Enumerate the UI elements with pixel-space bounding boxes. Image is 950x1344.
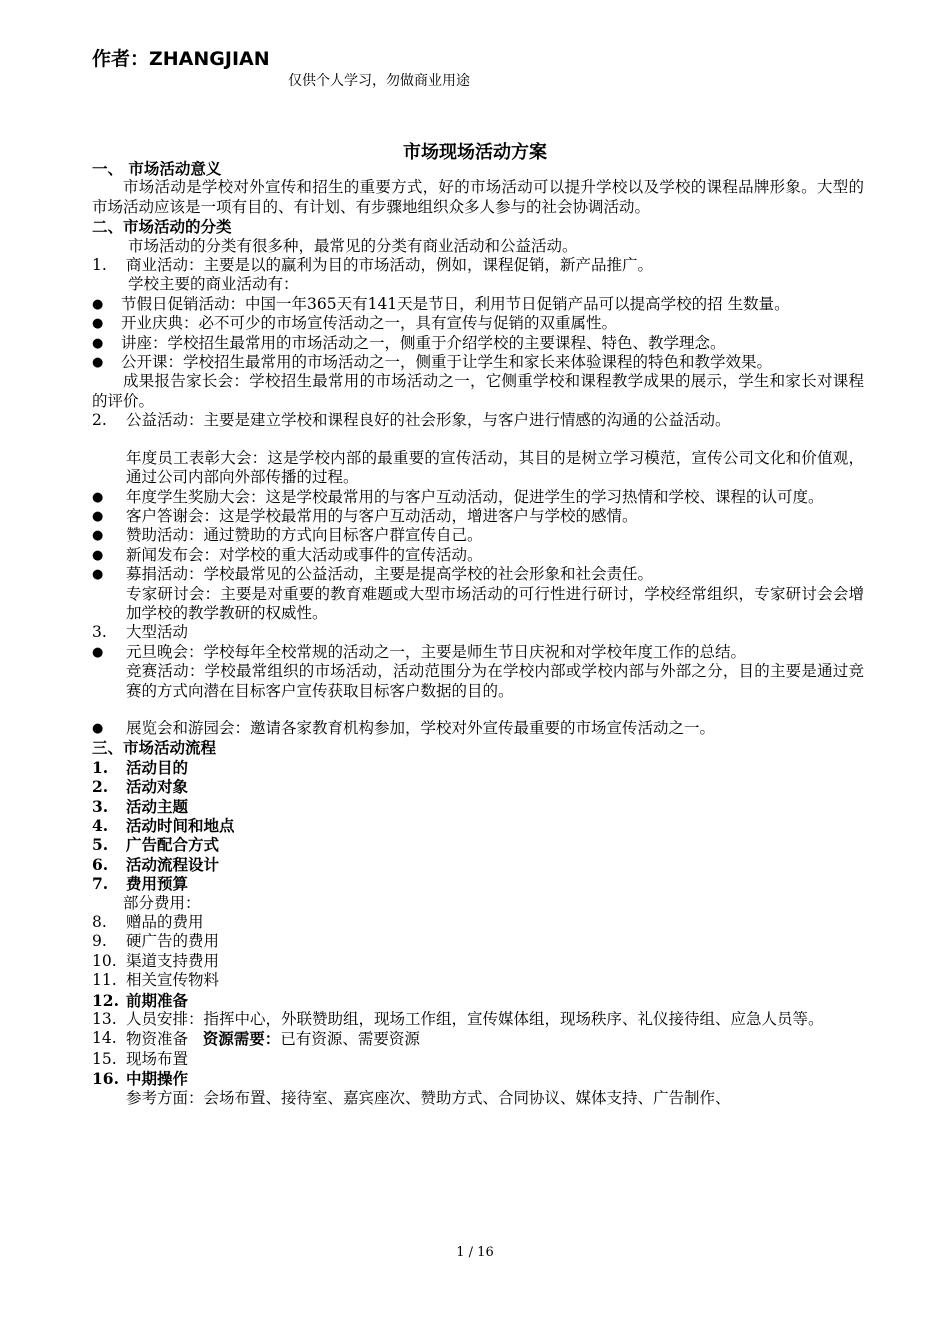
list-number: 6. bbox=[92, 854, 109, 874]
section-2-heading: 二、市场活动的分类 bbox=[92, 217, 232, 237]
spacer bbox=[92, 431, 864, 449]
bullet-icon: ● bbox=[92, 528, 104, 544]
list-text: 讲座：学校招生最常用的市场活动之一，侧重于介绍学校的主要课程、特色、教学理念。 bbox=[121, 333, 726, 352]
list-number: 14. bbox=[92, 1029, 117, 1048]
list-text: 元旦晚会：学校每年全校常规的活动之一，主要是师生节日庆祝和对学校年度工作的总结。 bbox=[126, 642, 747, 661]
list-text: 公益活动：主要是建立学校和课程良好的社会形象，与客户进行情感的沟通的公益活动。 bbox=[126, 411, 731, 430]
section-1-heading: 一、 市场活动意义 bbox=[92, 159, 222, 178]
list-item bbox=[92, 1029, 864, 1049]
list-text: 费用预算 bbox=[126, 874, 189, 894]
document-body bbox=[92, 159, 864, 1108]
list-number: 15. bbox=[92, 1049, 117, 1068]
bullet-icon: ● bbox=[92, 355, 104, 371]
partial-costs-label: 部分费用： bbox=[123, 893, 201, 912]
list-text: 硬广告的费用 bbox=[126, 932, 220, 951]
list-number: 16. bbox=[92, 1069, 119, 1089]
list-number: 12. bbox=[92, 990, 119, 1010]
bullet-icon: ● bbox=[92, 567, 104, 583]
list-text: 活动目的 bbox=[126, 757, 189, 777]
list-text: 节假日促销活动：中国一年365天有141天是节日，利用节日促销产品可以提高学校的招 生数量。 bbox=[121, 294, 790, 313]
list-number: 3. bbox=[92, 796, 109, 816]
spacer bbox=[92, 701, 864, 719]
list-number: 1. bbox=[92, 757, 109, 777]
list-item bbox=[92, 546, 864, 565]
list-item bbox=[92, 623, 864, 642]
section-3-heading: 三、市场活动流程 bbox=[92, 738, 217, 758]
reference-aspects: 参考方面：会场布置、接待室、嘉宾座次、赞助方式、合同协议、媒体支持、广告制作、 bbox=[126, 1088, 731, 1107]
list-item: 成果报告家长会：学校招生最常用的市场活动之一，它侧重学校和课程教学成果的展示，学生和家长对课程的评价。 bbox=[92, 372, 864, 410]
bullet-icon: ● bbox=[92, 644, 104, 660]
bullet-icon: ● bbox=[92, 296, 104, 312]
list-text: 募捐活动：学校最常见的公益活动，主要是提高学校的社会形象和社会责任。 bbox=[126, 565, 654, 584]
list-item bbox=[92, 991, 864, 1010]
list-number: 7. bbox=[92, 874, 109, 894]
list-text: 活动时间和地点 bbox=[126, 816, 235, 835]
list-item bbox=[92, 526, 864, 545]
bullet-icon: ● bbox=[92, 547, 104, 563]
list-item bbox=[92, 816, 864, 835]
list-item bbox=[92, 952, 864, 971]
list-text: 现场布置 bbox=[126, 1049, 189, 1068]
list-text: 前期准备 bbox=[126, 990, 189, 1010]
list-item bbox=[92, 874, 864, 893]
list-number: 1. bbox=[92, 256, 107, 275]
list-item bbox=[92, 334, 864, 353]
list-number: 8. bbox=[92, 913, 107, 932]
usage-note: 仅供个人学习，勿做商业用途 bbox=[288, 73, 470, 89]
list-number: 3. bbox=[92, 623, 107, 642]
list-number: 13. bbox=[92, 1010, 117, 1029]
list-item bbox=[92, 777, 864, 796]
author-line: 作者：ZHANGJIAN bbox=[92, 48, 270, 70]
list-item bbox=[92, 488, 864, 507]
bullet-icon: ● bbox=[92, 720, 104, 736]
bullet-icon: ● bbox=[92, 489, 104, 505]
list-number: 9. bbox=[92, 932, 107, 951]
list-text: 展览会和游园会：邀请各家教育机构参加，学校对外宣传最重要的市场宣传活动之一。 bbox=[126, 718, 716, 737]
list-item bbox=[92, 932, 864, 951]
list-text: 年度学生奖励大会：这是学校最常用的与客户互动活动，促进学生的学习热情和学校、课程的认可度。 bbox=[126, 487, 824, 506]
list-item bbox=[92, 797, 864, 816]
list-text: 广告配合方式 bbox=[126, 835, 220, 855]
list-item: 年度员工表彰大会：这是学校内部的最重要的宣传活动，其目的是树立学习模范，宣传公司文化和价值观，通过公司内部向外部传播的过程。 bbox=[126, 448, 864, 487]
list-text: 商业活动：主要是以的赢利为目的市场活动，例如，课程促销，新产品推广。 bbox=[126, 256, 654, 275]
list-item: 专家研讨会：主要是对重要的教育难题或大型市场活动的可行性进行研讨，学校经常组织，专家研讨会会增加学校的教学教研的权威性。 bbox=[126, 584, 864, 622]
resource-needs-value: 已有资源、需要资源 bbox=[280, 1030, 420, 1049]
list-item bbox=[92, 565, 864, 584]
list-number: 10. bbox=[92, 951, 117, 970]
list-item bbox=[92, 411, 864, 430]
list-item bbox=[92, 353, 864, 372]
list-text: 新闻发布会：对学校的重大活动或事件的宣传活动。 bbox=[126, 545, 483, 564]
list-text: 物资准备 bbox=[126, 1030, 189, 1049]
bullet-icon: ● bbox=[92, 335, 104, 351]
list-item bbox=[92, 758, 864, 777]
bullet-icon: ● bbox=[92, 316, 104, 332]
list-item bbox=[92, 507, 864, 526]
list-number: 4. bbox=[92, 816, 109, 835]
section-2-intro: 市场活动的分类有很多种，最常见的分类有商业活动和公益活动。 bbox=[128, 236, 578, 255]
list-text: 相关宣传物料 bbox=[126, 971, 220, 990]
list-text: 活动对象 bbox=[126, 777, 189, 797]
list-item bbox=[92, 855, 864, 874]
list-item bbox=[92, 1069, 864, 1088]
list-text: 公开课：学校招生最常用的市场活动之一，侧重于让学生和家长来体验课程的特色和教学效果。 bbox=[121, 353, 773, 372]
list-item bbox=[92, 643, 864, 662]
list-text: 活动主题 bbox=[126, 796, 189, 816]
list-item bbox=[92, 719, 864, 738]
bullet-icon: ● bbox=[92, 508, 104, 524]
list-text: 大型活动 bbox=[126, 623, 189, 642]
list-item bbox=[92, 1010, 864, 1029]
list-item bbox=[92, 1050, 864, 1069]
list-text: 人员安排：指挥中心，外联赞助组，现场工作组，宣传媒体组，现场秩序、礼仪接待组、应急人员等。 bbox=[126, 1010, 824, 1029]
list-item bbox=[92, 295, 864, 314]
list-item bbox=[92, 913, 864, 932]
list-number: 2. bbox=[92, 777, 109, 797]
list-text: 开业庆典：必不可少的市场宣传活动之一，具有宣传与促销的双重属性。 bbox=[121, 314, 618, 333]
resource-needs-label: 资源需要： bbox=[202, 1029, 281, 1049]
list-text: 活动流程设计 bbox=[126, 854, 220, 874]
list-number: 5. bbox=[92, 835, 109, 855]
list-text: 赠品的费用 bbox=[126, 913, 204, 932]
list-number: 2. bbox=[92, 411, 107, 430]
document-title: 市场现场活动方案 bbox=[403, 142, 547, 163]
list-item bbox=[92, 835, 864, 854]
list-text: 中期操作 bbox=[126, 1069, 189, 1089]
section-1-paragraph: 市场活动是学校对外宣传和招生的重要方式，好的市场活动可以提升学校以及学校的课程品牌形象。大型的市场活动应该是一项有目的、有计划、有步骤地组织众多人参与的社会协调活动。 bbox=[92, 178, 864, 216]
list-text: 客户答谢会：这是学校最常用的与客户互动活动，增进客户与学校的感情。 bbox=[126, 506, 638, 525]
list-text: 渠道支持费用 bbox=[126, 951, 220, 970]
page-number: 1 / 16 bbox=[456, 1245, 494, 1260]
list-number: 11. bbox=[92, 971, 117, 990]
list-text: 赞助活动：通过赞助的方式向目标客户群宣传自己。 bbox=[126, 526, 483, 545]
commercial-intro: 学校主要的商业活动有： bbox=[128, 275, 299, 294]
list-item bbox=[92, 971, 864, 990]
list-item: 竞赛活动：学校最常组织的市场活动，活动范围分为在学校内部或学校内部与外部之分，目的主要是通过竞赛的方式向潜在目标客户宣传获取目标客户数据的目的。 bbox=[126, 662, 864, 700]
list-item bbox=[92, 314, 864, 333]
list-item bbox=[92, 256, 864, 275]
